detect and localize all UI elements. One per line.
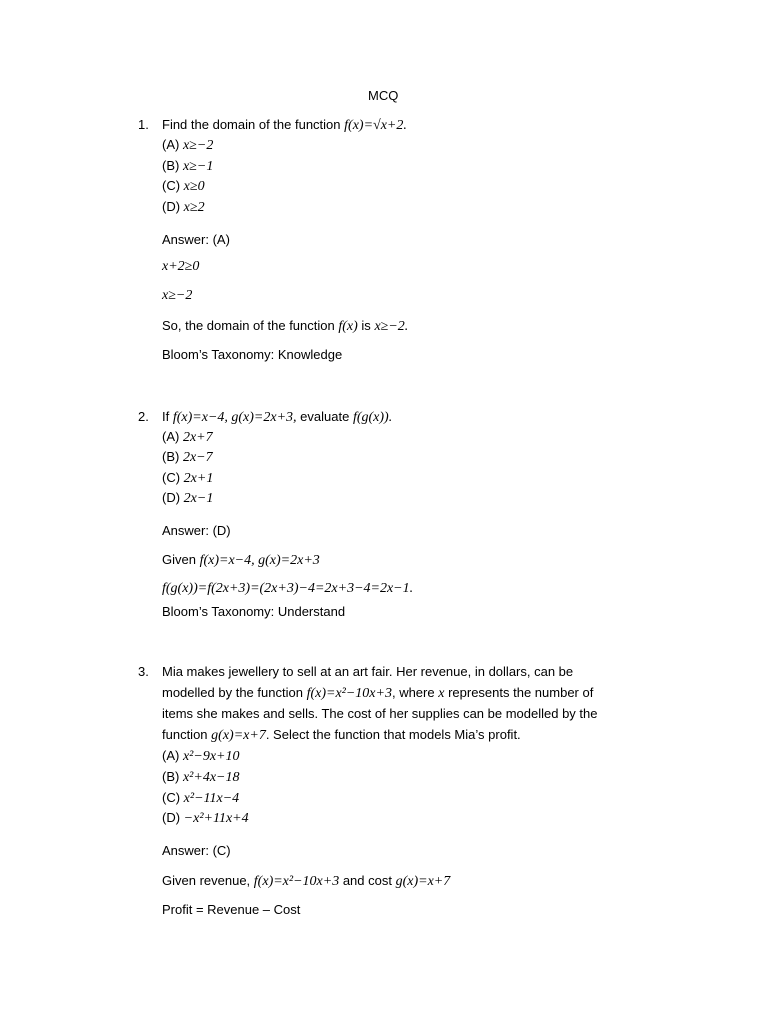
option-expr: x²+4x−18	[182, 770, 240, 785]
option-label: (B)	[162, 449, 180, 464]
q2-question-target: f(g(x)).	[352, 410, 393, 425]
q2-number: 2.	[138, 409, 149, 424]
q2-given	[162, 551, 320, 570]
q1-number: 1.	[138, 117, 149, 132]
q1-question	[162, 116, 407, 135]
option-expr: x≥−2	[182, 138, 214, 153]
q3-option-b	[162, 768, 240, 787]
q2-option-d	[162, 489, 213, 508]
q2-option-b	[162, 448, 213, 467]
q1-option-a	[162, 136, 213, 155]
option-expr: x≥−1	[182, 159, 214, 174]
q3-given-cost: g(x)=x+7	[395, 874, 451, 889]
option-expr: 2x+7	[182, 430, 213, 445]
q3-line2-x: x	[438, 686, 445, 701]
q1-answer: Answer: (A)	[162, 232, 230, 247]
q3-line2	[162, 684, 593, 703]
q1-option-c	[162, 177, 205, 196]
q3-line2-text: modelled by the function	[162, 685, 303, 700]
q2-answer: Answer: (D)	[162, 523, 231, 538]
q1-conclusion-is: is	[361, 318, 371, 333]
q1-conclusion-expr: x≥−2.	[374, 319, 409, 334]
q3-line3: items she makes and sells. The cost of her supplies can be modelled by the	[162, 706, 598, 721]
q2-bloom: Bloom’s Taxonomy: Understand	[162, 604, 346, 619]
option-expr: x≥2	[183, 200, 205, 215]
q3-line4-expr: g(x)=x+7	[211, 728, 266, 743]
option-expr: −x²+11x+4	[183, 811, 249, 826]
option-label: (A)	[162, 748, 180, 763]
q2-given-expr: f(x)=x−4, g(x)=2x+3	[199, 553, 320, 568]
q3-line2-mid: , where	[391, 685, 435, 700]
option-expr: 2x+1	[183, 471, 214, 486]
q1-step2: x≥−2	[162, 288, 193, 303]
q1-question-text: Find the domain of the function	[162, 117, 341, 132]
option-label: (B)	[162, 158, 180, 173]
option-label: (D)	[162, 810, 181, 825]
option-expr: x≥0	[183, 179, 205, 194]
q3-line2-expr: f(x)=x²−10x+3	[306, 686, 392, 701]
q3-line2-suffix: represents the number of	[448, 685, 594, 700]
option-label: (D)	[162, 199, 181, 214]
q1-question-expr: f(x)=√x+2.	[344, 118, 407, 133]
q1-option-b	[162, 157, 213, 176]
q3-number: 3.	[138, 664, 149, 679]
q3-given	[162, 872, 450, 891]
page-title: MCQ	[368, 88, 399, 103]
option-label: (B)	[162, 769, 180, 784]
q3-line4	[162, 726, 521, 745]
q2-work: f(g(x))=f(2x+3)=(2x+3)−4=2x+3−4=2x−1.	[162, 581, 414, 596]
q1-conclusion	[162, 317, 408, 336]
option-label: (C)	[162, 470, 181, 485]
option-label: (A)	[162, 137, 180, 152]
q2-question-eval: evaluate	[300, 409, 350, 424]
q3-answer: Answer: (C)	[162, 843, 231, 858]
option-expr: 2x−7	[182, 450, 213, 465]
q1-option-d	[162, 198, 205, 217]
q1-bloom: Bloom’s Taxonomy: Knowledge	[162, 347, 343, 362]
q3-given-and: and cost	[342, 873, 392, 888]
q3-given-revenue: f(x)=x²−10x+3	[253, 874, 340, 889]
option-label: (C)	[162, 790, 181, 805]
q2-option-c	[162, 469, 213, 488]
q3-option-d	[162, 809, 249, 828]
option-expr: x²−9x+10	[182, 749, 240, 764]
q2-question	[162, 408, 392, 427]
q1-step1: x+2≥0	[162, 259, 200, 274]
option-expr: 2x−1	[183, 491, 214, 506]
q2-question-expr: f(x)=x−4, g(x)=2x+3,	[172, 410, 297, 425]
q1-conclusion-text: So, the domain of the function	[162, 318, 335, 333]
option-label: (A)	[162, 429, 180, 444]
option-label: (C)	[162, 178, 181, 193]
q3-profit: Profit = Revenue – Cost	[162, 902, 301, 917]
q1-conclusion-fx: f(x)	[338, 319, 358, 334]
q2-option-a	[162, 428, 213, 447]
q3-option-a	[162, 747, 240, 766]
q3-given-text: Given revenue,	[162, 873, 251, 888]
q2-question-if: If	[162, 409, 170, 424]
option-label: (D)	[162, 490, 181, 505]
q3-line4-text: function	[162, 727, 208, 742]
q3-option-c	[162, 789, 239, 808]
q3-line4-suffix: . Select the function that models Mia’s profit.	[265, 727, 521, 742]
q3-line1: Mia makes jewellery to sell at an art fair. Her revenue, in dollars, can be	[162, 664, 574, 679]
q2-given-text: Given	[162, 552, 196, 567]
option-expr: x²−11x−4	[183, 791, 240, 806]
